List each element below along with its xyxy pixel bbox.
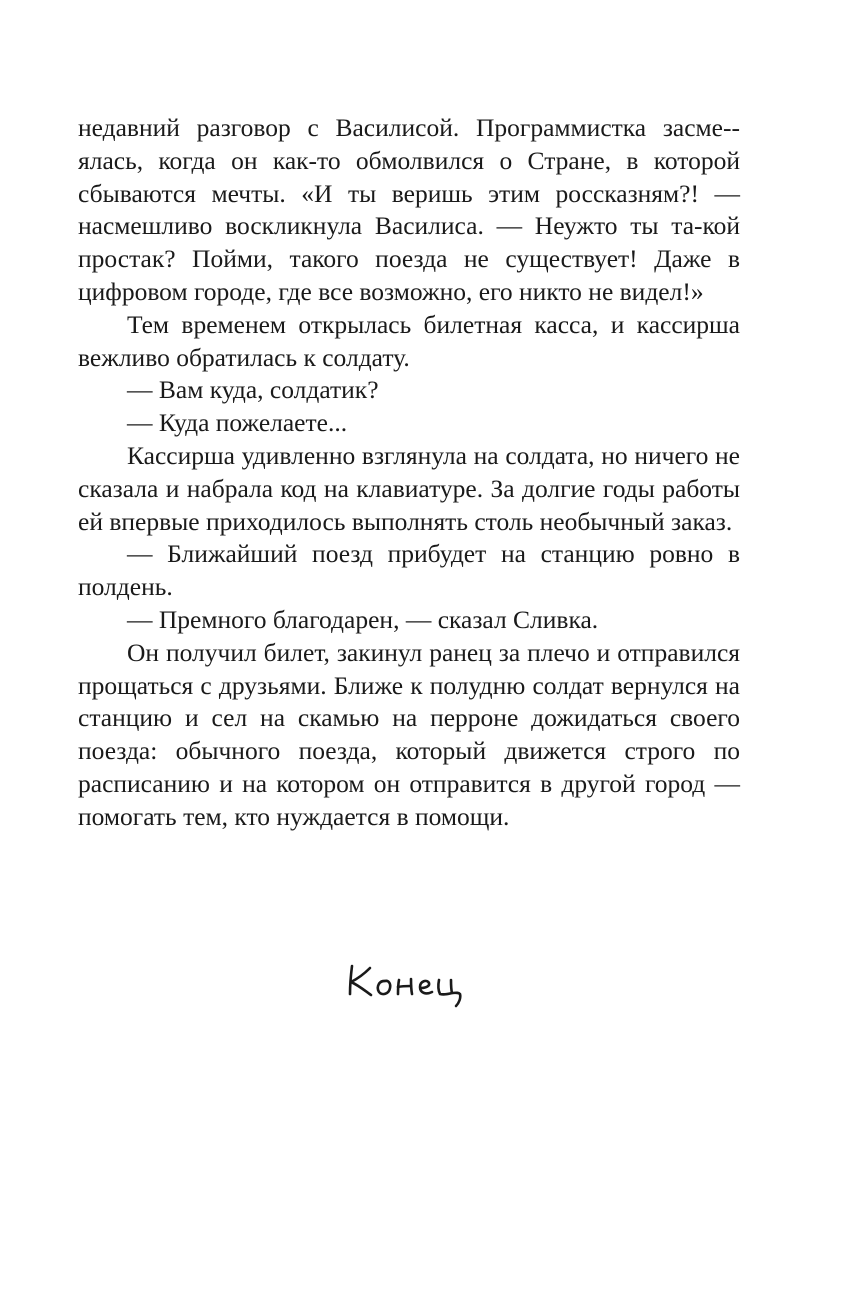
paragraph: Он получил билет, закинул ранец за плечо и отправился прощаться с друзьями. Ближе к полудню солдат вернулся на станцию и сел на скамью на перроне дожидаться своего поезда: обычного поезда, который движется строго по расписанию и на котором он отправится в другой город — помогать тем, кто нуждается в помощи. bbox=[78, 637, 740, 831]
paragraph: Тем временем открылась билетная касса, и кассирша вежливо обратилась к солдату. bbox=[78, 309, 740, 372]
paragraph: Кассирша удивленно взглянула на солдата, но ничего не сказала и набрала код на клавиатуре. За долгие годы работы ей впервые приходилось выполнять столь необычный заказ. bbox=[78, 440, 740, 536]
paragraph: недавний разговор с Василисой. Программистка засме-ялась, когда он как-то обмолвился о Стране, в которой сбываются мечты. «И ты веришь этим россказням?! — насмешливо воскликнула Василиса. — Неужто ты та-кой простак? Пойми, такого поезда не существует! Даже в цифровом городе, где все возможно, его никто не видел!» bbox=[78, 113, 740, 306]
handwritten-konets-icon bbox=[340, 954, 480, 1014]
dialogue-line: — Куда пожелаете... bbox=[127, 408, 348, 438]
dialogue-line: — Вам куда, солдатик? bbox=[127, 375, 379, 405]
dialogue-line: — Премного благодарен, — сказал Сливка. bbox=[127, 604, 599, 634]
the-end-handwritten bbox=[340, 954, 480, 1014]
dialogue-line: — Ближайший поезд прибудет на станцию ровно в полдень. bbox=[78, 539, 740, 602]
body-text bbox=[78, 112, 740, 834]
